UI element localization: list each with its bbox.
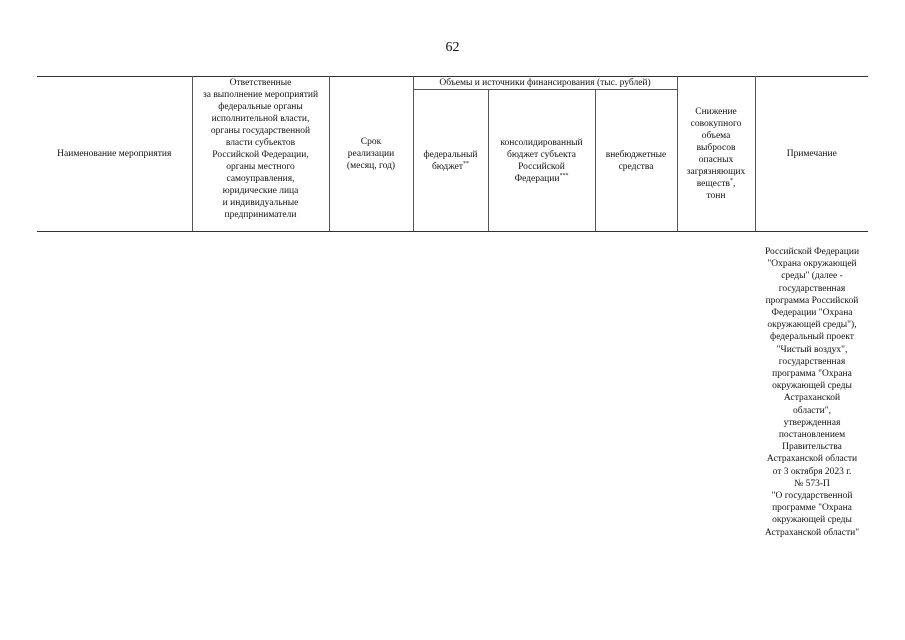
page-number: 62 [445,40,460,55]
note-continuation-text: Российской Федерации "Охрана окружающей среды" (далее - государственная программа Российской Федерации "Охрана окружающей среды"), федеральный проект "Чистый воздух", государственная программа "Охрана окружающей среды Астраханской области", утвержденная постановлением Правительства Астраханской области от 3 октября 2023 г. № 573-П "О государственной программе "Охрана окружающей среды Астраханской области" [764,247,860,538]
header-emission-reduction: Снижение совокупного объема выбросов опасных загрязняющих веществ*, тонн [677,77,755,232]
header-funding-group: Объемы и источники финансирования (тыс. рублей) [413,77,677,90]
header-responsible: Ответственные за выполнение мероприятий федеральные органы исполнительной власти, органы государственной власти субъектов Российской Федерации, органы местного самоуправления, юридические лица и индивидуальные предприниматели [192,77,329,232]
measures-table-header [37,76,868,232]
header-period: Срок реализации (месяц, год) [329,77,413,232]
header-consolidated-budget: консолидированный бюджет субъекта Российской Федерации*** [488,90,595,232]
header-federal-budget: федеральный бюджет** [413,90,488,232]
header-extrabudgetary: внебюджетные средства [595,90,677,232]
header-measure-name: Наименование мероприятия [37,77,192,232]
header-note: Примечание [755,77,868,232]
